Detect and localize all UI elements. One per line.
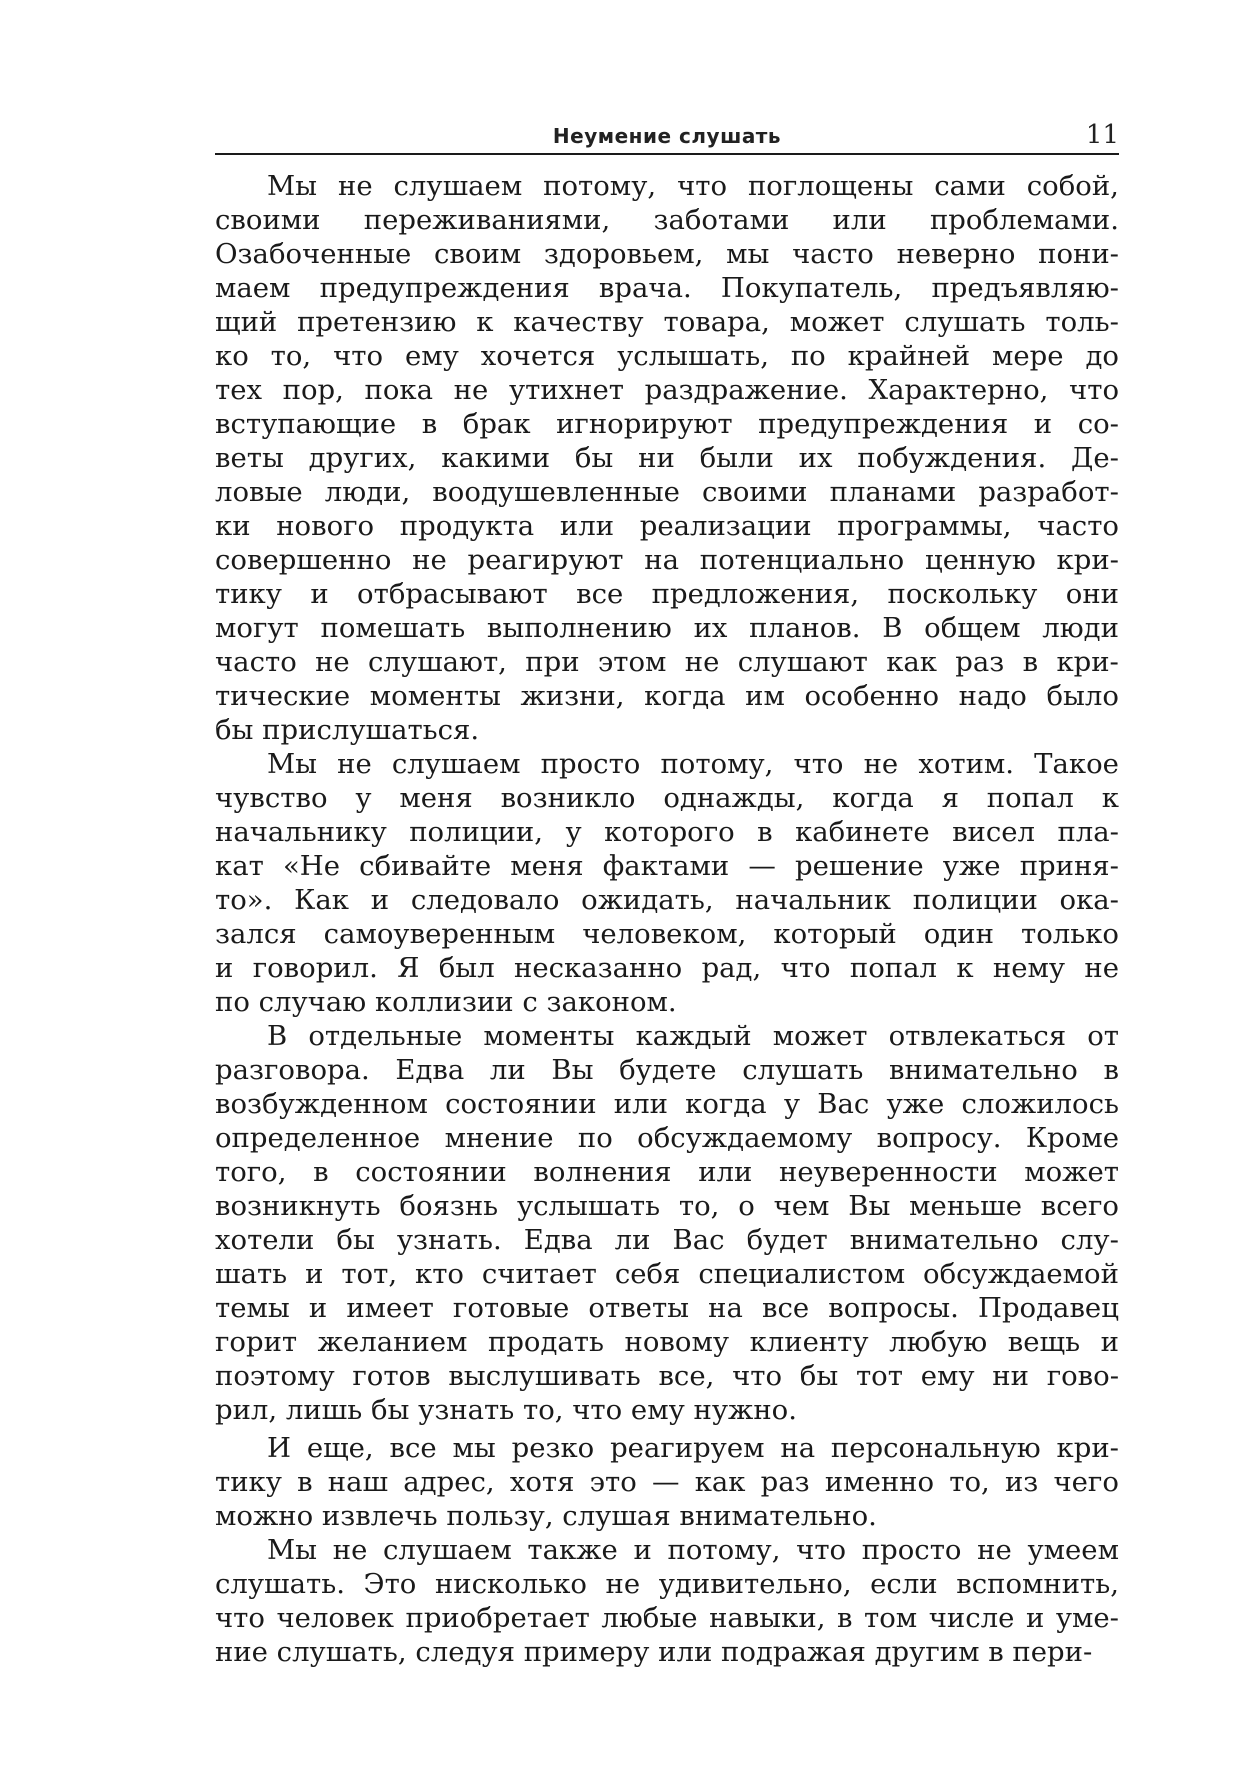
text-line: темы и имеет готовые ответы на все вопросы. Продавец xyxy=(215,1292,1119,1324)
text-line: начальнику полиции, у которого в кабинете висел пла- xyxy=(215,816,1119,848)
text-line: поэтому готов выслушивать все, что бы тот ему ни гово- xyxy=(215,1360,1119,1392)
running-title: Неумение слушать xyxy=(552,124,782,148)
text-line: ки нового продукта или реализации программы, часто xyxy=(215,510,1119,542)
text-line: ние слушать, следуя примеру или подражая другим в пери- xyxy=(215,1636,1093,1668)
text-line: рил, лишь бы узнать то, что ему нужно. xyxy=(215,1394,797,1426)
paragraph xyxy=(215,1533,1119,1669)
text-line: слушать. Это нисколько не удивительно, если вспомнить, xyxy=(215,1568,1119,1600)
paragraph xyxy=(215,1431,1119,1533)
text-line: разговора. Едва ли Вы будете слушать внимательно в xyxy=(215,1054,1119,1086)
text-line: маем предупреждения врача. Покупатель, предъявляю- xyxy=(215,272,1119,304)
text-line: И еще, все мы резко реагируем на персональную кри- xyxy=(267,1432,1119,1464)
text-line: хотели бы узнать. Едва ли Вас будет внимательно слу- xyxy=(215,1224,1119,1256)
text-line: совершенно не реагируют на потенциально ценную кри- xyxy=(215,544,1119,576)
text-line: щий претензию к качеству товара, может слушать толь- xyxy=(215,306,1119,338)
text-line: веты других, какими бы ни были их побуждения. Де- xyxy=(215,442,1119,474)
text-line: того, в состоянии волнения или неуверенности может xyxy=(215,1156,1119,1188)
text-line: возникнуть боязнь услышать то, о чем Вы меньше всего xyxy=(215,1190,1119,1222)
running-head xyxy=(215,120,1119,150)
text-line: своими переживаниями, заботами или проблемами. xyxy=(215,204,1119,236)
text-line: тику и отбрасывают все предложения, поскольку они xyxy=(215,578,1119,610)
text-line: чувство у меня возникло однажды, когда я попал к xyxy=(215,782,1119,814)
text-line: ко то, что ему хочется услышать, по крайней мере до xyxy=(215,340,1119,372)
text-line: то». Как и следовало ожидать, начальник полиции ока- xyxy=(215,884,1119,916)
text-line: и говорил. Я был несказанно рад, что попал к нему не xyxy=(215,952,1119,984)
text-line: В отдельные моменты каждый может отвлекаться от xyxy=(267,1020,1119,1052)
text-line: можно извлечь пользу, слушая внимательно. xyxy=(215,1500,877,1532)
text-line: ловые люди, воодушевленные своими планами разработ- xyxy=(215,476,1119,508)
text-line: тику в наш адрес, хотя это — как раз именно то, из чего xyxy=(215,1466,1119,1498)
text-line: кат «Не сбивайте меня фактами — решение уже приня- xyxy=(215,850,1119,882)
text-line: тех пор, пока не утихнет раздражение. Характерно, что xyxy=(215,374,1119,406)
text-line: Озабоченные своим здоровьем, мы часто неверно пони- xyxy=(215,238,1119,270)
text-line: часто не слушают, при этом не слушают как раз в кри- xyxy=(215,646,1119,678)
paragraph xyxy=(215,747,1119,1019)
paragraph xyxy=(215,169,1119,747)
text-line: возбужденном состоянии или когда у Вас уже сложилось xyxy=(215,1088,1119,1120)
text-line: могут помешать выполнению их планов. В общем люди xyxy=(215,612,1119,644)
text-line: Мы не слушаем потому, что поглощены сами собой, xyxy=(267,170,1119,202)
text-line: зался самоуверенным человеком, который один только xyxy=(215,918,1119,950)
text-line: Мы не слушаем просто потому, что не хотим. Такое xyxy=(267,748,1119,780)
text-line: по случаю коллизии с законом. xyxy=(215,986,677,1018)
text-line: горит желанием продать новому клиенту любую вещь и xyxy=(215,1326,1119,1358)
text-line: Мы не слушаем также и потому, что просто не умеем xyxy=(267,1534,1119,1566)
text-line: определенное мнение по обсуждаемому вопросу. Кроме xyxy=(215,1122,1119,1154)
text-line: что человек приобретает любые навыки, в том числе и уме- xyxy=(215,1602,1119,1634)
header-rule xyxy=(215,153,1119,155)
text-line: бы прислушаться. xyxy=(215,714,480,746)
text-line: шать и тот, кто считает себя специалистом обсуждаемой xyxy=(215,1258,1119,1290)
body-text xyxy=(215,169,1119,1669)
text-line: вступающие в брак игнорируют предупреждения и со- xyxy=(215,408,1119,440)
page-number: 11 xyxy=(1085,120,1119,150)
paragraph xyxy=(215,1019,1119,1427)
text-line: тические моменты жизни, когда им особенно надо было xyxy=(215,680,1119,712)
